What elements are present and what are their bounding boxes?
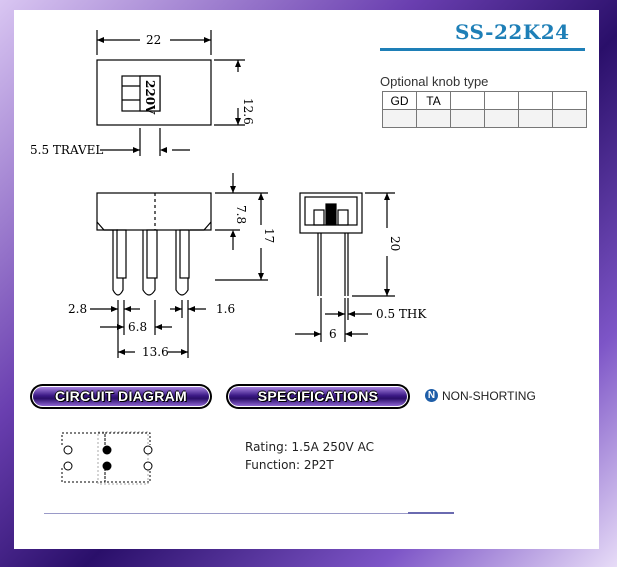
dim-width: 22 (146, 33, 162, 47)
pin (180, 230, 189, 278)
dim-height: 12.6 (241, 98, 255, 125)
dim-total-height: 17 (262, 228, 276, 244)
spec-rating: Rating: 1.5A 250V AC (245, 440, 374, 454)
circuit-diagram-heading (30, 384, 212, 409)
specifications-label: SPECIFICATIONS (257, 388, 379, 404)
dim-body-height: 7.8 (234, 205, 248, 225)
specifications-heading (226, 384, 410, 409)
pin (147, 230, 157, 278)
dim-right-pin: 1.6 (216, 302, 236, 316)
slider-label: 220V (143, 80, 157, 115)
part-title: SS-22K24 (455, 20, 570, 44)
dim-travel: 5.5 TRAVEL (30, 143, 104, 157)
dim-side-height: 20 (388, 236, 402, 252)
circuit-schematic (62, 432, 152, 484)
bottom-divider (44, 513, 454, 514)
pin (117, 230, 126, 278)
non-shorting-icon: N (425, 389, 438, 402)
dim-pitch: 6.8 (128, 320, 148, 334)
knob-option: GD (383, 92, 417, 110)
non-shorting-label: NON-SHORTING (442, 389, 536, 403)
spec-function: Function: 2P2T (245, 458, 334, 472)
knob-option: TA (417, 92, 451, 110)
dim-side-width: 6 (329, 327, 337, 341)
front-view-body (97, 193, 211, 230)
circuit-diagram-label: CIRCUIT DIAGRAM (54, 388, 188, 404)
bottom-divider-accent (408, 512, 454, 514)
knob-type-label: Optional knob type (380, 74, 489, 89)
dim-thickness: 0.5 THK (376, 307, 427, 321)
dim-pitch-outer: 2.8 (68, 302, 88, 316)
dim-span: 13.6 (142, 345, 169, 359)
